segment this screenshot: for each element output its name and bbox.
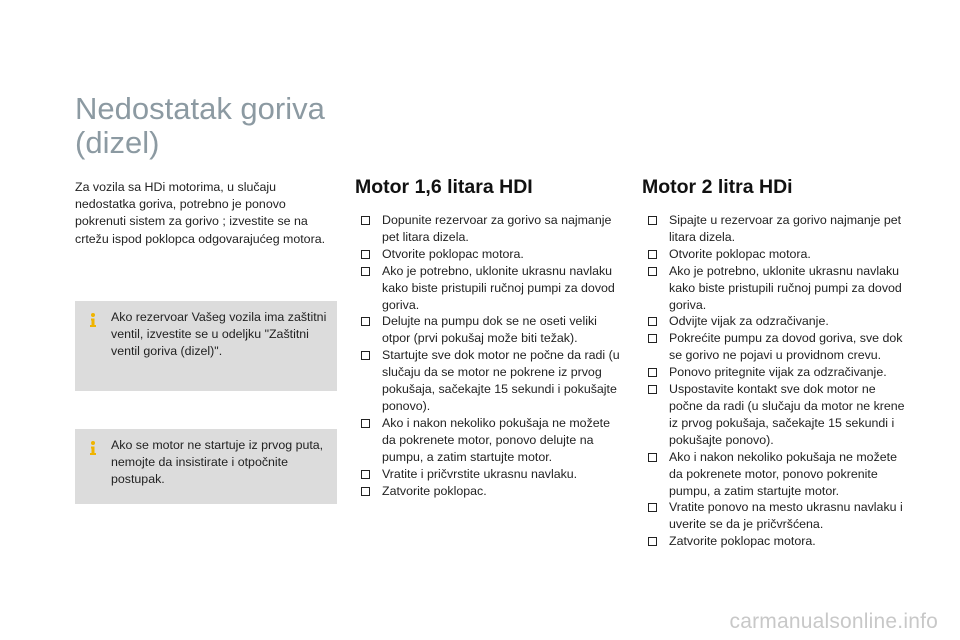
checkbox-icon [648,250,657,259]
checkbox-icon [361,487,370,496]
checkbox-icon [648,385,657,394]
list-item [642,533,907,550]
watermark: carmanualsonline.info [729,610,938,633]
step-text: Zatvorite poklopac. [382,483,487,498]
checkbox-icon [648,537,657,546]
list-item [642,364,907,381]
step-text: Pokrećite pumpu za dovod goriva, sve dok se gorivo ne pojavi u providnom crevu. [669,331,903,363]
list-item [642,246,907,263]
list-item [642,212,907,246]
step-text: Startujte sve dok motor ne počne da radi (u slučaju da se motor ne pokrene iz prvog pokušaja, sačekajte 15 sekundi i pokušajte ponovo). [382,348,620,413]
intro-paragraph: Za vozila sa HDi motorima, u slučaju nedostatka goriva, potrebno je ponovo pokrenuti sistem za gorivo ; izvestite se na crtežu ispod poklopca odgovarajućeg motora. [75,180,326,246]
step-text: Ako je potrebno, uklonite ukrasnu navlaku kako biste pristupili ručnoj pumpi za dovod goriva. [382,263,615,312]
info-icon [85,440,101,456]
step-text: Uspostavite kontakt sve dok motor ne počne da radi (u slučaju da motor ne krene iz prvog pokušaja, sačekajte 15 sekundi i pokušajte ponovo). [669,382,905,447]
checkbox-icon [648,334,657,343]
checkbox-icon [648,216,657,225]
list-item [642,499,907,533]
list-item [355,246,620,263]
checkbox-icon [648,317,657,326]
checkbox-icon [361,470,370,479]
list-item [355,313,620,347]
step-text: Sipajte u rezervoar za gorivo najmanje pet litara dizela. [669,213,902,244]
info-note-valve [75,301,337,391]
note-text: Ako rezervoar Vašeg vozila ima zaštitni ventil, izvestite se u odeljku "Zaštitni ventil goriva (dizel)". [111,310,327,359]
checkbox-icon [361,267,370,276]
checkbox-icon [361,250,370,259]
checkbox-icon [361,317,370,326]
step-text: Ako je potrebno, uklonite ukrasnu navlaku kako biste pristupili ručnoj pumpi za dovod goriva. [669,263,902,312]
page-title-line1: Nedostatak goriva [75,91,325,126]
page-title-line2: (dizel) [75,125,160,160]
list-item [355,483,620,500]
info-icon [85,312,101,328]
step-text: Delujte na pumpu dok se ne oseti veliki otpor (prvi pokušaj može biti težak). [382,314,597,346]
checkbox-icon [361,419,370,428]
step-text: Otvorite poklopac motora. [669,246,811,261]
checkbox-icon [648,368,657,377]
section-heading: Motor 2 litra HDi [642,176,793,198]
checkbox-icon [648,267,657,276]
step-text: Ako i nakon nekoliko pokušaja ne možete da pokrenete motor, ponovo delujte na pumpu, a zatim startujte motor. [382,415,610,464]
checkbox-icon [361,351,370,360]
list-item [642,313,907,330]
info-note-start [75,429,337,504]
step-text: Otvorite poklopac motora. [382,246,524,261]
section-motor-2 [642,176,907,550]
steps-list [642,212,907,550]
page-title [75,92,345,160]
list-item [355,466,620,483]
list-item [642,263,907,314]
section-motor-1-6 [355,176,620,499]
step-text: Zatvorite poklopac motora. [669,534,816,549]
step-text: Vratite ponovo na mesto ukrasnu navlaku i uverite se da je pričvršćena. [669,500,903,532]
step-text: Dopunite rezervoar za gorivo sa najmanje pet litara dizela. [382,213,612,244]
checkbox-icon [361,216,370,225]
step-text: Odvijte vijak za odzračivanje. [669,314,829,329]
step-text: Vratite i pričvrstite ukrasnu navlaku. [382,466,578,481]
checkbox-icon [648,453,657,462]
step-text: Ako i nakon nekoliko pokušaja ne možete da pokrenete motor, ponovo pokrenite pumpu, a zatim startujte motor. [669,449,897,498]
step-text: Ponovo pritegnite vijak za odzračivanje. [669,365,887,380]
steps-list [355,212,620,499]
list-item [355,415,620,466]
list-item [642,449,907,500]
list-item [642,381,907,449]
list-item [355,212,620,246]
section-heading: Motor 1,6 litara HDI [355,176,533,198]
note-text: Ako se motor ne startuje iz prvog puta, nemojte da insistirate i otpočnite postupak. [111,438,324,487]
checkbox-icon [648,503,657,512]
list-item [642,330,907,364]
list-item [355,347,620,415]
list-item [355,263,620,314]
